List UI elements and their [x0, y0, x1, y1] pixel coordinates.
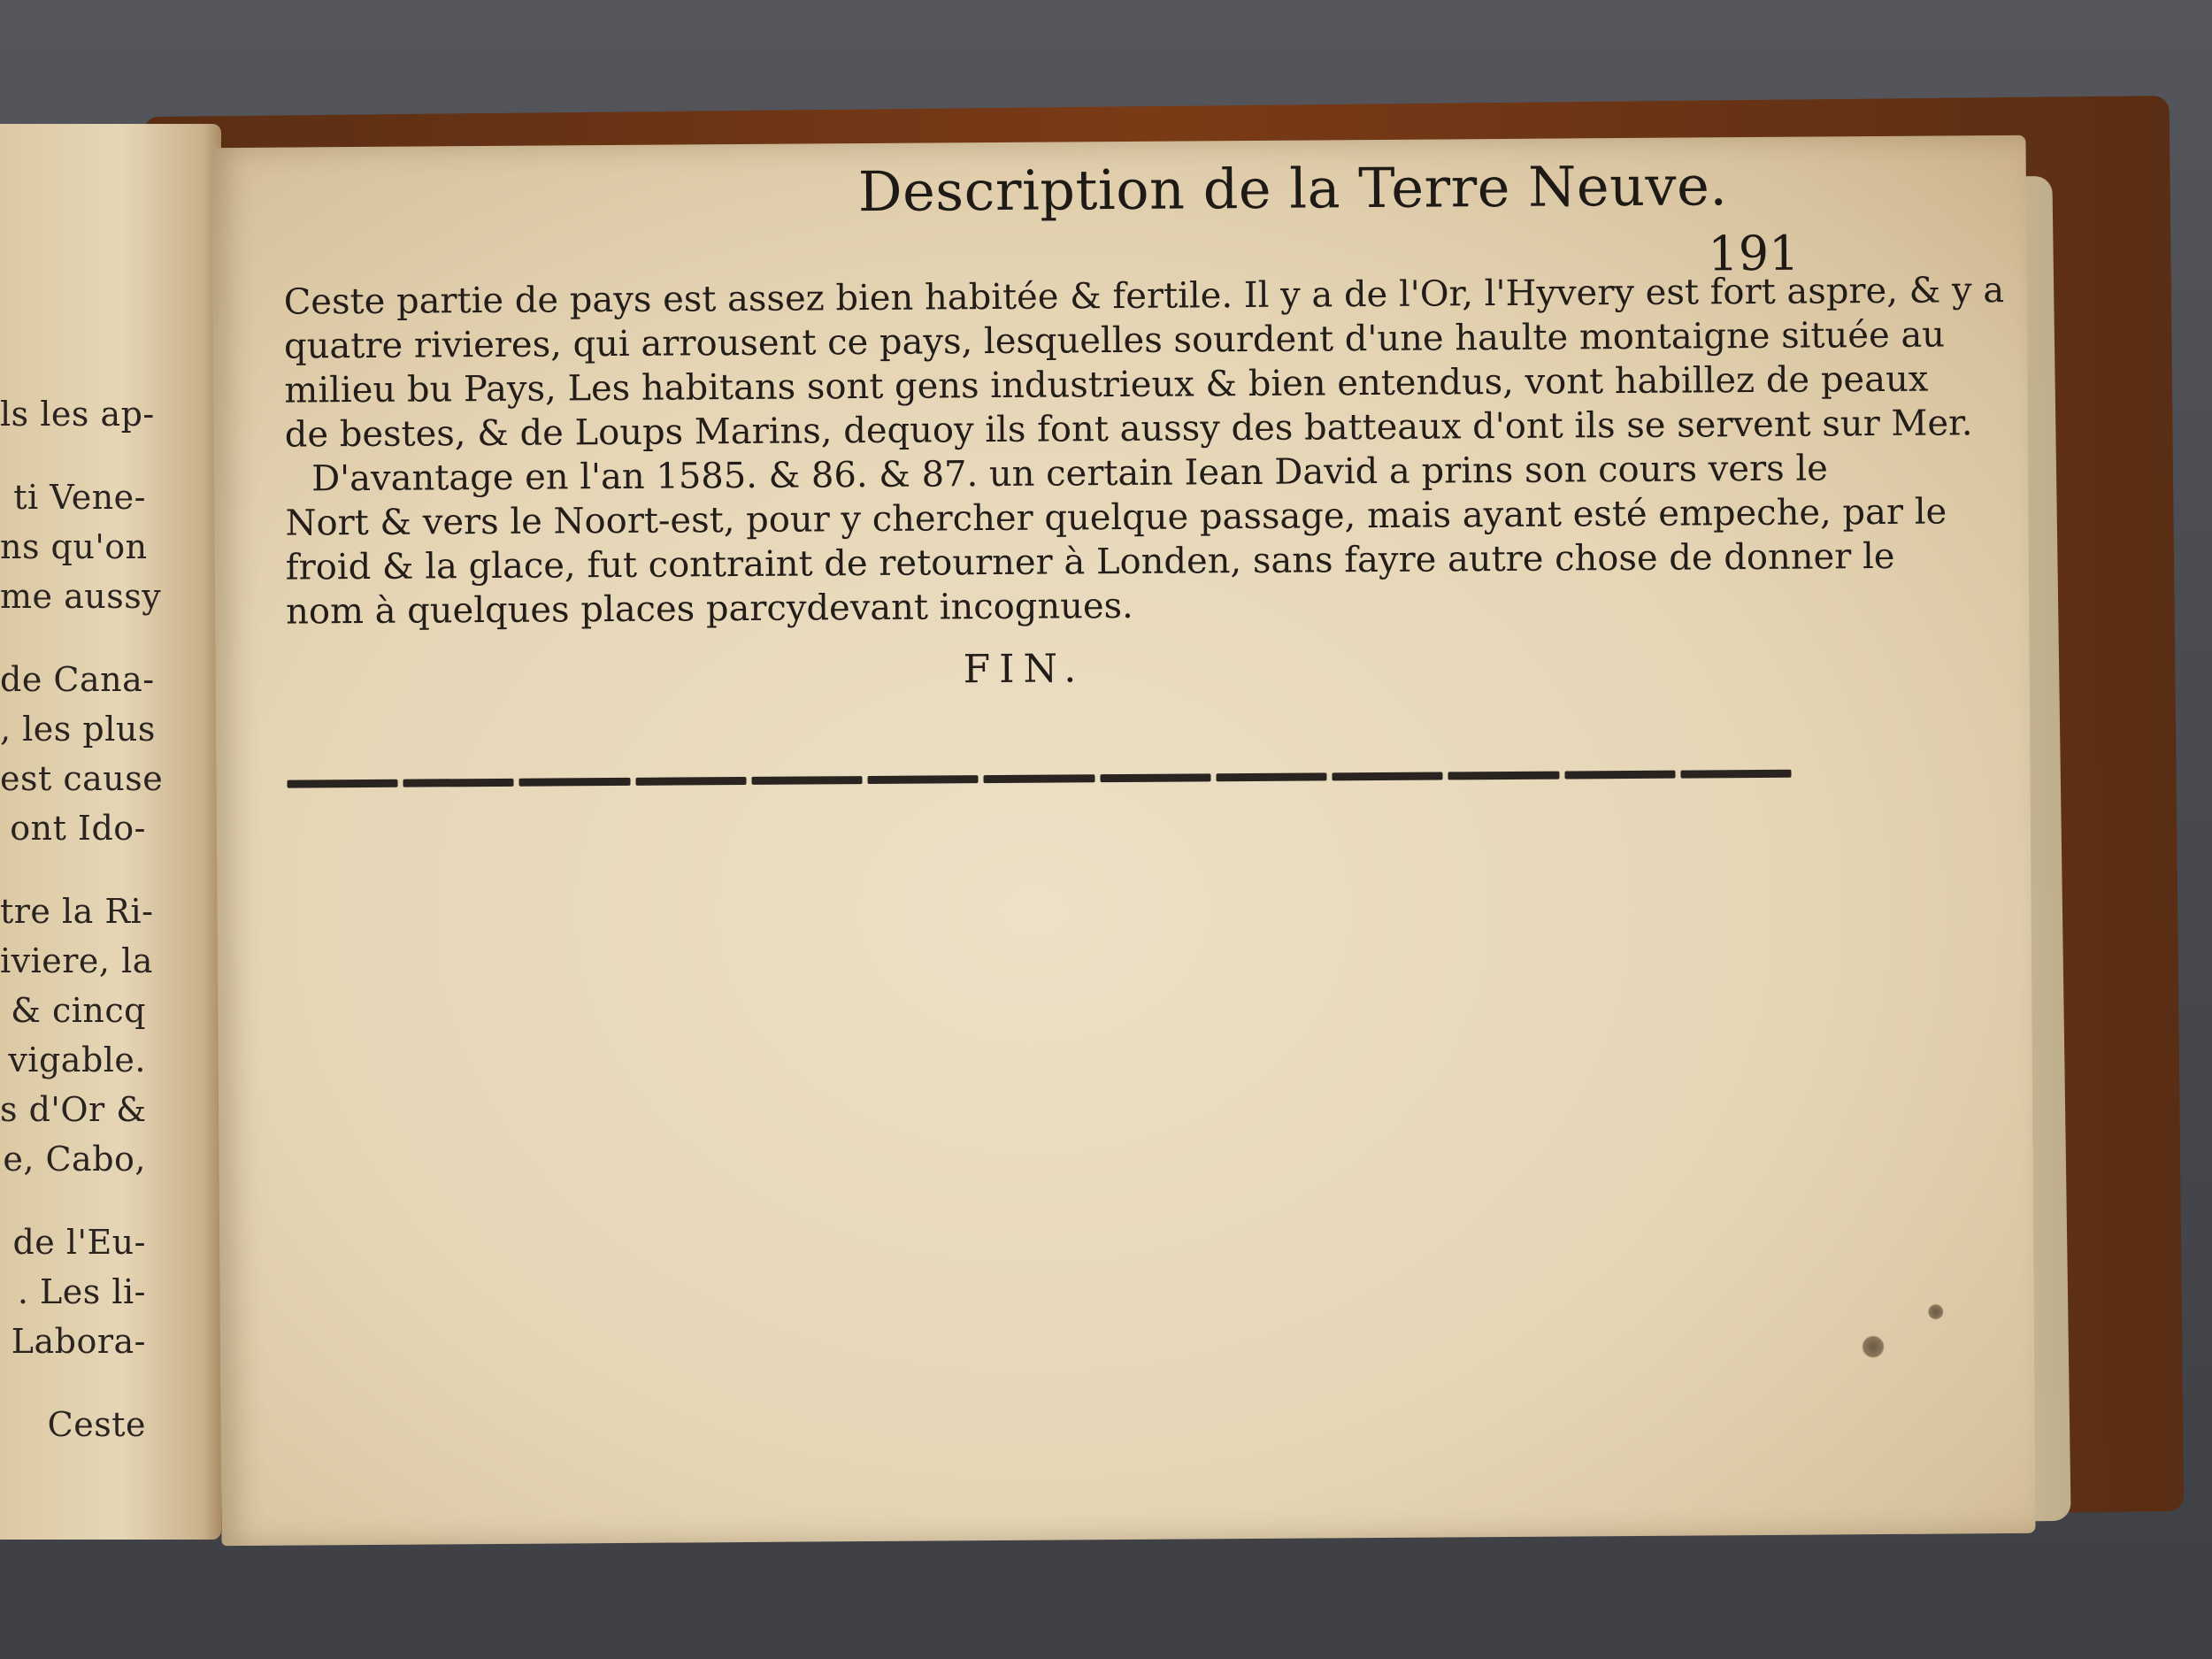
- left-text-line: e, Cabo,: [3, 1140, 146, 1179]
- rule-segment: [1100, 773, 1210, 782]
- running-head: Description de la Terre Neuve.: [857, 153, 1728, 225]
- left-text-line: ti Vene-: [13, 478, 146, 517]
- body-line: de bestes, & de Loups Marins, dequoy ils font aussy des batteaux d'ont ils se servent sur Mer.: [284, 403, 1973, 456]
- rule-segment: [1216, 772, 1326, 781]
- left-text-line: est cause: [0, 759, 164, 798]
- left-text-line: vigable.: [8, 1041, 146, 1079]
- left-text-line: Labora-: [11, 1322, 146, 1361]
- right-page: [212, 135, 2036, 1546]
- worm-hole: [1928, 1304, 1944, 1320]
- left-page-text: [0, 389, 164, 1449]
- rule-segment: [635, 777, 746, 786]
- left-text-line: ns qu'on: [0, 527, 148, 566]
- rule-segment: [868, 775, 979, 784]
- body-line: quatre rivieres, qui arrousent ce pays, lesquelles sourdent d'une haulte montaigne située au: [283, 314, 1946, 367]
- body-line: Nort & vers le Noort-est, pour y chercher quelque passage, mais ayant esté empeche, par le: [285, 491, 1947, 544]
- rule-segment: [984, 774, 1094, 783]
- rule-segment: [519, 778, 630, 787]
- rule-segment: [751, 776, 862, 785]
- body-line: D'avantage en l'an 1585. & 86. & 87. un certain Iean David a prins son cours vers le: [311, 448, 1828, 500]
- left-text-line: . Les li-: [17, 1272, 146, 1311]
- left-text-line: , les plus: [0, 710, 156, 749]
- catchword: Ceste: [47, 1405, 146, 1444]
- rule-segment: [403, 779, 514, 787]
- printed-rule: [287, 770, 1791, 789]
- body-line: froid & la glace, fut contraint de retourner à Londen, sans fayre autre chose de donner le: [285, 535, 1895, 588]
- rule-segment: [1333, 772, 1443, 780]
- fin-label: FIN.: [963, 646, 1086, 693]
- body-line: nom à quelques places parcydevant incognues.: [286, 585, 1133, 633]
- body-line: milieu bu Pays, Les habitans sont gens industrieux & bien entendus, vont habillez de peaux: [284, 358, 1929, 411]
- body-text: [283, 270, 2005, 634]
- left-text-line: de Cana-: [0, 660, 155, 699]
- rule-segment: [1680, 770, 1791, 779]
- rule-segment: [1448, 772, 1559, 780]
- left-page: [0, 124, 221, 1540]
- left-text-line: & cincq: [11, 991, 146, 1030]
- left-text-line: s d'Or &: [0, 1090, 147, 1129]
- left-text-line: ont Ido-: [10, 809, 146, 848]
- worm-hole: [1862, 1335, 1885, 1358]
- left-text-line: tre la Ri-: [0, 892, 154, 931]
- left-text-line: iviere, la: [0, 941, 153, 980]
- page-number: 191: [1708, 225, 1800, 282]
- left-text-line: de l'Eu-: [12, 1223, 146, 1262]
- rule-segment: [1564, 771, 1675, 780]
- left-text-line: me aussy: [0, 577, 162, 616]
- left-text-line: ls les ap-: [0, 395, 155, 434]
- body-line: Ceste partie de pays est assez bien habitée & fertile. Il y a de l'Or, l'Hyvery est fort aspre, & y a: [283, 270, 2005, 323]
- rule-segment: [287, 780, 397, 788]
